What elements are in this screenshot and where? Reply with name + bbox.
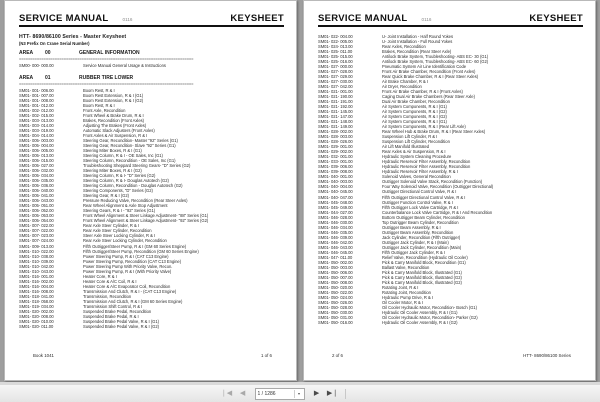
procedure-row xyxy=(318,320,583,325)
footer-series-name: HTT- 8690/86100 Series xyxy=(523,353,571,358)
procedure-description: Air Lift Manifold Illustrated xyxy=(382,144,430,150)
procedure-description: Solenoid Valves, General Recondition xyxy=(382,174,451,180)
procedure-list xyxy=(19,63,284,68)
procedure-description: Rear Wheel Alignment & Axle Stop Adjustment xyxy=(83,203,168,209)
next-page-button[interactable]: ▶ xyxy=(311,388,323,399)
procedure-number: SM01- 027- 030.00 xyxy=(318,79,353,85)
procedure-row xyxy=(19,63,284,68)
procedure-description: Automatic Slack Adjusters (Front Axles) xyxy=(83,128,155,134)
procedure-number: SM01- 021- 192.00 xyxy=(318,104,353,110)
procedure-number: SM01- 024- 013.00 xyxy=(318,44,353,50)
procedure-number: SM01- 001- 012.00 xyxy=(19,103,54,109)
procedure-description: Pick & Carry Manifold Block, Recondition (G1) xyxy=(382,259,466,265)
procedure-description: Fifth Outrigger Directional Control Valve, R & I xyxy=(382,194,466,200)
procedure-number: SM01- 050- 026.00 xyxy=(318,299,353,305)
procedure-description: Four Way Solenoid Valve, Recondition (Outrigger Directional) xyxy=(382,184,494,190)
procedure-description: Rotating Joint, Recondition xyxy=(382,289,431,295)
procedure-description: Rotating Joint, R & I xyxy=(382,284,419,290)
procedure-description: Relief Valve, Recondition (Hydraulic Oil Cooler) xyxy=(382,254,468,260)
procedure-number: SM01- 009- 013.00 xyxy=(19,243,54,249)
procedure-description: Air System Components, R & I (G2) xyxy=(382,109,447,115)
procedure-number: SM01- 046- 030.00 xyxy=(318,219,353,225)
procedure-number: SM01- 022- 004.00 xyxy=(318,34,353,39)
procedure-number: SM01- 050- 031.00 xyxy=(318,314,353,320)
procedure-number: SM01- 027- 042.00 xyxy=(318,84,353,90)
procedure-description: Transmission, Recondition xyxy=(83,293,132,299)
procedure-number: SM01- 040- 004.00 xyxy=(318,184,353,190)
procedure-number: SM01- 005- 034.00 xyxy=(19,173,54,179)
procedure-number: SM01- 002- 015.00 xyxy=(19,113,54,119)
procedure-number: SM01- 010- 042.00 xyxy=(19,263,54,269)
procedure-description: Outrigger Directional Control Valve, R & I xyxy=(382,189,457,195)
procedure-description: Brakes, Recondition (Rear Steer Axle) xyxy=(382,49,452,55)
procedure-description: Suspended Brake Pedal Valve, R & I (G1) xyxy=(83,318,160,324)
procedure-description: Power Steering Pump, Recondition (CAT C13 Engine) xyxy=(83,258,182,264)
procedure-description: Caging Dual Air Brake Chambers (Rear Steer Axle) xyxy=(382,94,475,100)
procedure-number: SM01- 039- 008.00 xyxy=(318,169,353,175)
procedure-description: Steering Column, R & I- "D" Series (G2) xyxy=(83,173,156,179)
area-number: 01 xyxy=(45,75,51,82)
area-name: RUBBER TIRE LOWER xyxy=(79,75,134,82)
procedure-description: Boom Rest Extension, R & I (G1) xyxy=(83,93,144,99)
procedure-description: Steering Components, "D" Series (G2) xyxy=(83,188,153,194)
procedure-description: Antilock Brake System, Troubleshooting- ABS EC- 60 (G2) xyxy=(382,59,489,65)
procedure-description: Steering Column, Recondition - Douglas Autotech (G2) xyxy=(83,183,183,189)
procedure-description: Steering Miter Boxes, R & I (G2) xyxy=(83,168,142,174)
procedure-number: SM01- 025- 015.00 xyxy=(318,54,353,60)
procedure-number: SM01- 021- 001.00 xyxy=(318,89,353,95)
procedure-description: Dual Air Brake Chamber, Recondition xyxy=(382,99,450,105)
procedure-number: SM01- 005- 004.00 xyxy=(19,143,54,149)
procedure-description: Hydraulic Pump Drive, R & I xyxy=(382,294,434,300)
procedure-number: SM01- 007- 023.00 xyxy=(19,233,54,239)
procedure-number: SM01- 004- 014.00 xyxy=(19,133,54,139)
procedure-description: Front Wheel Alignment & Steer Linkage Adjustment- "92" Series (G2) xyxy=(83,218,209,224)
area-heading xyxy=(19,50,284,56)
procedure-description: Pick & Carry Manifold Block, Illustrated (G2) xyxy=(382,274,462,280)
procedure-number: SM01- 005- 005.00 xyxy=(19,148,54,154)
procedure-description: Pick & Carry Manifold Block, Illustrated (G2) xyxy=(382,279,462,285)
procedure-number: SM01- 005- 052.00 xyxy=(19,208,54,214)
chevron-down-icon[interactable]: ▾ xyxy=(294,390,304,398)
procedure-description: Fifth Outrigger Jack Cylinder, R & I xyxy=(382,249,446,255)
header-code: 0116 xyxy=(122,17,133,22)
procedure-number: SM01- 050- 020.00 xyxy=(318,284,353,290)
document-subtitle: (N3 Prefix On Crane Serial Number) xyxy=(19,41,90,46)
procedure-number: SM01- 022- 005.00 xyxy=(318,39,353,45)
area-name: GENERAL INFORMATION xyxy=(79,50,140,56)
procedure-number: SM01- 016- 004.00 xyxy=(19,283,54,289)
procedure-number: SM01- 050- 008.00 xyxy=(318,279,353,285)
area-label: AREA xyxy=(19,75,34,82)
procedure-description: Suspended Brake Pedal Valve, R & I (G2) xyxy=(83,323,160,329)
procedure-description: Power Steering Pump, R & I (With Priority Valve) xyxy=(83,268,172,274)
procedure-description: U- Joint Installation - Half Round Yokes xyxy=(382,34,454,39)
procedure-description: Bottom Outrigger Beam Cylinder, Recondition xyxy=(382,214,465,220)
procedure-description: Rear Quick Brake Chamber, R & I (Rear Steer Axles) xyxy=(382,74,479,80)
procedure-number: SM01- 028- 002.00 xyxy=(318,129,353,135)
procedure-number: SM01- 050- 007.00 xyxy=(318,274,353,280)
page-header-right xyxy=(318,13,583,27)
procedure-description: U- Joint Installation - Full Round Yokes xyxy=(382,39,453,45)
procedure-description: Outrigger Solenoid Valve Stack, Recondition (Function) xyxy=(382,179,483,185)
procedure-number: SM01- 032- 001.00 xyxy=(318,154,353,160)
procedure-description: Rear Axle Steer Cylinder, Recondition xyxy=(83,228,152,234)
procedure-description: Front Air Brake Chamber, R & I (Front Axles) xyxy=(382,89,463,95)
procedure-description: Transmission And Clutch, R & I - (CAT C13 Engine) xyxy=(83,288,177,294)
procedure-number: SM01- 005- 032.00 xyxy=(19,168,54,174)
procedure-description: Rear Axle Steer Locking Cylinder, Recondition xyxy=(83,238,167,244)
procedure-number: SM01- 005- 013.00 xyxy=(19,153,54,159)
procedure-description: Hydraulic Reservoir Filter Assembly, R & I xyxy=(382,169,458,175)
procedure-description: Suspended Brake Pedal, R & I xyxy=(83,313,139,319)
procedure-description: Rear Axles & Air Suspension, R & I xyxy=(382,149,446,155)
procedure-number: SM01- 001- 006.00 xyxy=(19,88,54,94)
section-area-00 xyxy=(19,50,284,68)
procedure-number: SM01- 016- 001.00 xyxy=(19,273,54,279)
procedure-number: SM01- 021- 145.00 xyxy=(318,109,353,115)
procedure-number: SM01- 046- 045.00 xyxy=(318,249,353,255)
procedure-description: Outrigger Function Control Valve, R & I xyxy=(382,199,453,205)
procedure-description: Air System Components, R & I (G2) xyxy=(382,114,447,120)
procedure-description: Rear Axles, Recondition xyxy=(382,44,426,50)
procedure-number: SM01- 050- 016.00 xyxy=(318,319,353,325)
procedure-description: Boom Rest Extension, R & I (G2) xyxy=(83,98,144,104)
header-title: SERVICE MANUAL xyxy=(19,13,109,24)
page-footer-left xyxy=(33,353,272,358)
procedure-description: Outrigger Jack Cylinder, R & I (Main) xyxy=(382,239,449,245)
procedure-number: SM01- 028- 026.00 xyxy=(318,139,353,145)
page-footer-right xyxy=(332,353,571,358)
procedure-number: SM01- 005- 043.00 xyxy=(19,198,54,204)
procedure-description: Suspension Lift Cylinder, Recondition xyxy=(382,139,450,145)
procedure-description: Steering Column, Recondition - OE Sales, Inc (G1) xyxy=(83,158,176,164)
procedure-description: Hydraulic Reservoir Filter Assembly, Recondition xyxy=(382,159,471,165)
procedure-number: SM01- 050- 003.00 xyxy=(318,264,353,270)
header-keysheet-label: KEYSHEET xyxy=(529,13,583,24)
procedure-number: SM01- 020- 010.00 xyxy=(19,318,54,324)
fit-page-icon[interactable] xyxy=(352,388,364,399)
procedure-description: Boom Rest, R & I xyxy=(83,103,115,109)
procedure-description: Oil Cooler Motor, R & I xyxy=(382,299,423,305)
procedure-number: SM01- 027- 028.00 xyxy=(318,69,353,75)
procedure-description: Oil Cooler Hydraulic Motor, Recondition- Parker (G2) xyxy=(382,314,478,320)
procedure-number: SM01- 050- 024.00 xyxy=(318,294,353,300)
page-number-value: 1 / 1286 xyxy=(257,390,276,397)
procedure-number: SM01- 018- 041.00 xyxy=(19,293,54,299)
area-label: AREA xyxy=(19,50,34,56)
footer-book-number: Book 1041 xyxy=(33,353,54,358)
procedure-number: SM01- 020- 002.00 xyxy=(19,308,54,314)
procedure-number: SM01- 040- 047.00 xyxy=(318,194,353,200)
procedure-description: Transmission And Clutch, R & I (GM 60 Series Engine) xyxy=(83,298,183,304)
last-page-button[interactable]: ▶❘ xyxy=(326,390,339,397)
procedure-description: Suspended Brake Pedal, Recondition xyxy=(83,308,152,314)
procedure-description: Heater Core, R & I xyxy=(83,273,117,279)
footer-page-number: 1 of 6 xyxy=(261,353,272,358)
procedure-description: Hydraulic Oil Cooler Assembly, R & I (G2) xyxy=(382,319,458,325)
procedure-description: Oil Cooler Hydraulic Motor, Recondition- Bosch (G1) xyxy=(382,304,477,310)
procedure-description: Steering Column, R & I - OE Sales, Inc (G1) xyxy=(83,153,163,159)
procedure-number: SM01- 019- 034.00 xyxy=(19,303,54,309)
procedure-description: Steering Gear, R & I (G2) xyxy=(83,193,129,199)
procedure-number: SM01- 007- 024.00 xyxy=(19,238,54,244)
procedure-description: Air Dryer, Recondition xyxy=(382,84,422,90)
procedure-number: SM01- 050- 002.00 xyxy=(318,259,353,265)
procedure-number: SM01- 050- 028.00 xyxy=(318,304,353,310)
procedure-description: Air Brake Chamber, R & I xyxy=(382,79,429,85)
procedure-description: Hydraulic Oil Cooler Assembly, R & I (G1) xyxy=(382,309,458,315)
procedure-description: Rear Wheel Hub & Brake Drum, R & I (Rear Steer Axles) xyxy=(382,129,486,135)
procedure-number: SM01- 020- 011.00 xyxy=(19,323,54,329)
toolbar-separator xyxy=(345,389,346,399)
procedure-number: SM01- 021- 147.00 xyxy=(318,114,353,120)
procedure-number: SM00- 000- 000.00 xyxy=(19,63,54,68)
toolbar-shadow xyxy=(0,382,600,385)
procedure-description: Power Steering Pump With Priority Valve, Recon. xyxy=(83,263,173,269)
procedure-description: Outrigger Beam Assembly, R & I xyxy=(382,224,441,230)
procedure-number: SM01- 003- 014.00 xyxy=(19,123,54,129)
procedure-description: Power Steering Pump, R & I (CAT C13 Engine) xyxy=(83,253,169,259)
procedure-description: Boom Rest, R & I xyxy=(83,88,115,94)
procedure-description: Steering Gears, R & I - "92" Series (G1) xyxy=(83,208,156,214)
procedure-row xyxy=(19,324,284,329)
procedure-number: SM01- 021- 190.00 xyxy=(318,94,353,100)
procedure-description: Top Outrigger Beam Cylinder, Recondition xyxy=(382,219,459,225)
procedure-number: SM01- 001- 007.00 xyxy=(19,93,54,99)
header-code: 0116 xyxy=(421,17,432,22)
previous-page-button[interactable]: ◀ xyxy=(237,388,249,399)
procedure-description: Steering Gear, Recondition- Slave "92" Series (G1) xyxy=(83,143,176,149)
procedure-number: SM01- 046- 043.00 xyxy=(318,244,353,250)
procedure-number: SM01- 005- 054.00 xyxy=(19,218,54,224)
document-page-right[interactable] xyxy=(303,0,596,381)
procedure-number: SM01- 021- 149.00 xyxy=(318,124,353,130)
procedure-description: Jack Cylinder, Recondition (Fifth Outrigger) xyxy=(382,234,461,240)
procedure-number: SM01- 005- 015.00 xyxy=(19,158,54,164)
procedure-number: SM01- 050- 006.00 xyxy=(318,269,353,275)
procedure-number: SM01- 045- 048.00 xyxy=(318,199,353,205)
procedure-number: SM01- 010- 038.00 xyxy=(19,253,54,259)
procedure-number: SM01- 005- 035.00 xyxy=(19,178,54,184)
procedure-description: Adjusting The Brakes (Front Axles) xyxy=(83,123,147,129)
procedure-description: Heater Core & A/C Evaporator Coil, Recondition xyxy=(83,283,171,289)
procedure-description: Pick & Carry Manifold Block, Illustrated (G1) xyxy=(382,269,462,275)
procedure-number: SM01- 020- 008.00 xyxy=(19,313,54,319)
procedure-number: SM01- 005- 040.00 xyxy=(19,188,54,194)
area-heading xyxy=(19,75,284,81)
procedure-description: Pneumatic System Air Line Identification Code xyxy=(382,64,467,70)
procedure-description: Front Air Brake Chamber, Recondition (Front Axles) xyxy=(382,69,476,75)
procedure-description: Steering Gear, Recondition- Master "92" Series (G1) xyxy=(83,138,178,144)
procedure-description: Air System Components, R & I (G1) xyxy=(382,104,447,110)
area-divider: ============================================================================== xyxy=(19,57,194,61)
procedure-description: Counterbalance Lock Valve Cartridge, R & I And Recondition xyxy=(382,209,493,215)
procedure-description: Air System Components, R & I (G1) xyxy=(382,119,447,125)
procedure-number: SM01- 016- 002.00 xyxy=(19,278,54,284)
section-area-01 xyxy=(19,75,284,329)
procedure-number: SM01- 027- 000.00 xyxy=(318,64,353,70)
procedure-number: SM01- 050- 022.00 xyxy=(318,289,353,295)
procedure-number: SM01- 005- 053.00 xyxy=(19,213,54,219)
procedure-description: Brakes, Recondition (Front Axles) xyxy=(83,118,145,124)
page-header-left xyxy=(19,13,284,27)
procedure-number: SM01- 025- 016.00 xyxy=(318,59,353,65)
procedure-number: SM01- 040- 001.00 xyxy=(318,174,353,180)
procedure-description: Pressure Reducing Valve, Recondition (Rear Steer Axles) xyxy=(83,198,188,204)
page-number-input[interactable] xyxy=(255,388,305,400)
procedure-number: SM01- 039- 006.00 xyxy=(318,164,353,170)
procedure-description: Ballast Valve, Recondition xyxy=(382,264,430,270)
procedure-number: SM01- 046- 035.00 xyxy=(318,229,353,235)
procedure-description: Front Axle, Recondition xyxy=(83,108,126,114)
document-title: HTT- 8690/86100 Series - Master Keysheet xyxy=(19,34,127,40)
footer-page-number: 2 of 6 xyxy=(332,353,343,358)
procedure-number: SM01- 047- 011.00 xyxy=(318,254,353,260)
procedure-description: Outrigger Jack Cylinder, Recondition (Main) xyxy=(382,244,462,250)
procedure-number: SM01- 005- 036.00 xyxy=(19,183,54,189)
procedure-description: Rear Axle Steer Cylinder, R & I xyxy=(83,223,139,229)
procedure-description: Antilock Brake System, Troubleshooting- ABS EC- 30 (G1) xyxy=(382,54,489,60)
area-number: 00 xyxy=(45,50,51,56)
procedure-description: Front Wheel & Brake Drum, R & I xyxy=(83,113,144,119)
procedure-list xyxy=(19,88,284,329)
first-page-button[interactable]: ❘◀ xyxy=(220,390,233,397)
procedure-number: SM01- 046- 042.00 xyxy=(318,239,353,245)
procedure-number: SM01- 002- 012.00 xyxy=(19,108,54,114)
procedure-number: SM01- 044- 027.00 xyxy=(318,209,353,215)
procedure-number: SM01- 025- 011.00 xyxy=(318,49,353,55)
procedure-number: SM01- 021- 148.00 xyxy=(318,119,353,125)
procedure-number: SM01- 046- 039.00 xyxy=(318,234,353,240)
procedure-number: SM01- 029- 001.00 xyxy=(318,144,353,150)
procedure-number: SM01- 003- 019.00 xyxy=(19,128,54,134)
procedure-number: SM01- 033- 001.00 xyxy=(318,159,353,165)
procedure-number: SM01- 010- 043.00 xyxy=(19,268,54,274)
procedure-description: Transmission Shift Control, R & I xyxy=(83,303,143,309)
procedure-description: Service Manual General Usage & Instructions xyxy=(83,63,166,68)
procedure-number: SM01- 005- 003.00 xyxy=(19,138,54,144)
procedure-description: Steering Miter Boxes, R & I (G1) xyxy=(83,148,142,154)
procedure-list xyxy=(318,34,583,325)
procedure-number: SM01- 010- 022.00 xyxy=(19,248,54,254)
area-divider: ============================================================================== xyxy=(19,82,194,87)
document-page-left[interactable] xyxy=(4,0,297,381)
procedure-number: SM01- 005- 051.00 xyxy=(19,203,54,209)
procedure-number: SM01- 010- 039.00 xyxy=(19,258,54,264)
procedure-number: SM01- 028- 003.00 xyxy=(318,134,353,140)
procedure-description: Suspension Lift Cylinder, R & I xyxy=(382,134,438,140)
zoom-icon[interactable] xyxy=(368,388,380,399)
procedure-description: Fifth Outrigger/Steer Pump, R & I (GM 60 Series Engine) xyxy=(83,243,187,249)
procedure-number: SM01- 040- 003.00 xyxy=(318,179,353,185)
procedure-number: SM01- 003- 013.00 xyxy=(19,118,54,124)
procedure-description: Fifth Outrigger Lock Valve Cartridge, R & I xyxy=(382,204,459,210)
procedure-description: Heater Core & A/C Coil, R & I xyxy=(83,278,137,284)
procedure-description: Front Axles & Air Suspension, R & I xyxy=(83,133,148,139)
procedure-number: SM01- 027- 029.00 xyxy=(318,74,353,80)
procedure-number: SM01- 018- 058.00 xyxy=(19,298,54,304)
procedure-number: SM01- 021- 191.00 xyxy=(318,99,353,105)
procedure-description: Outrigger Beam Assembly, Recondition xyxy=(382,229,454,235)
procedure-description: Front Wheel Alignment & Steer Linkage Adjustment- "88" Series (G1) xyxy=(83,213,209,219)
procedure-number: SM01- 005- 041.00 xyxy=(19,193,54,199)
procedure-number: SM01- 045- 049.00 xyxy=(318,204,353,210)
procedure-description: Hydraulic Reservoir Filter Assembly, Recondition xyxy=(382,164,471,170)
procedure-number: SM01- 007- 022.00 xyxy=(19,223,54,229)
procedure-number: SM01- 029- 002.00 xyxy=(318,149,353,155)
procedure-number: SM01- 050- 030.00 xyxy=(318,309,353,315)
header-keysheet-label: KEYSHEET xyxy=(230,13,284,24)
procedure-number: SM01- 016- 008.00 xyxy=(19,288,54,294)
procedure-description: Steering Column, R & I- Douglas Autotech (G2) xyxy=(83,178,169,184)
procedure-description: Steer Axle Steer Locking Cylinder, R & I xyxy=(83,233,156,239)
procedure-number: SM01- 040- 045.00 xyxy=(318,189,353,195)
procedure-number: SM01- 001- 008.00 xyxy=(19,98,54,104)
procedure-description: Air System Components, R & I (Rear Lift Axle) xyxy=(382,124,466,130)
header-title: SERVICE MANUAL xyxy=(318,13,408,24)
procedure-number: SM01- 005- 027.00 xyxy=(19,163,54,169)
viewer-toolbar xyxy=(0,384,600,402)
procedure-description: Troubleshooting Sheppard Steering Gears- "D" Series (G2) xyxy=(83,163,191,169)
procedure-description: Fifth Outrigger/Steer Pump, Recondition (GM 60 Series Engine) xyxy=(83,248,199,254)
procedure-description: Hydraulic System Cleaning Procedure xyxy=(382,154,452,160)
procedure-number: SM01- 007- 022.00 xyxy=(19,228,54,234)
procedure-number: SM01- 046- 028.00 xyxy=(318,214,353,220)
procedure-number: SM01- 046- 034.00 xyxy=(318,224,353,230)
